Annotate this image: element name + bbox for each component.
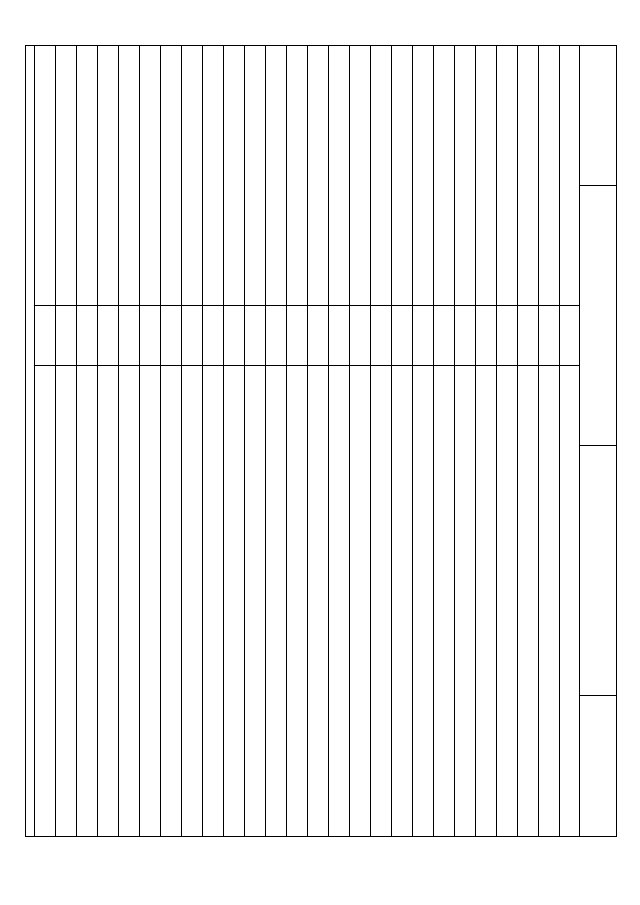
- row-label: [140, 46, 160, 306]
- header-left-group: [580, 46, 616, 186]
- row-unit: [392, 306, 412, 366]
- row-label: [203, 46, 223, 306]
- row-unit: [497, 306, 517, 366]
- table-row: [97, 46, 118, 836]
- row-label: [476, 46, 496, 306]
- row-values: [56, 366, 76, 836]
- row-values: [224, 366, 244, 836]
- row-label: [77, 46, 97, 306]
- row-unit: [518, 306, 538, 366]
- table-row: [160, 46, 181, 836]
- row-label: [413, 46, 433, 306]
- row-label: [371, 46, 391, 306]
- row-label: [119, 46, 139, 306]
- row-unit: [455, 306, 475, 366]
- row-unit: [371, 306, 391, 366]
- row-label: [98, 46, 118, 306]
- row-label: [497, 46, 517, 306]
- row-label: [560, 46, 580, 306]
- row-values: [518, 366, 538, 836]
- row-unit: [77, 306, 97, 366]
- row-unit: [329, 306, 349, 366]
- row-unit: [476, 306, 496, 366]
- row-unit: [161, 306, 181, 366]
- row-unit: [350, 306, 370, 366]
- row-label: [455, 46, 475, 306]
- row-values: [413, 366, 433, 836]
- row-label: [161, 46, 181, 306]
- row-values: [308, 366, 328, 836]
- table-row: [223, 46, 244, 836]
- row-values: [434, 366, 454, 836]
- row-unit: [539, 306, 559, 366]
- row-values: [266, 366, 286, 836]
- row-label: [350, 46, 370, 306]
- row-values: [371, 366, 391, 836]
- row-values: [560, 366, 580, 836]
- row-label: [182, 46, 202, 306]
- table-row: [517, 46, 538, 836]
- row-values: [497, 366, 517, 836]
- row-label: [539, 46, 559, 306]
- row-label: [392, 46, 412, 306]
- row-unit: [308, 306, 328, 366]
- table-row: [433, 46, 454, 836]
- table-row: [202, 46, 223, 836]
- row-values: [455, 366, 475, 836]
- row-values: [203, 366, 223, 836]
- header-last-group: [580, 696, 616, 836]
- row-values: [161, 366, 181, 836]
- table-header: [579, 46, 616, 836]
- row-unit: [245, 306, 265, 366]
- row-values: [350, 366, 370, 836]
- table-row: [265, 46, 286, 836]
- row-label: [266, 46, 286, 306]
- row-unit: [140, 306, 160, 366]
- row-values: [182, 366, 202, 836]
- row-label: [35, 46, 55, 306]
- row-values: [287, 366, 307, 836]
- table-row: [559, 46, 580, 836]
- row-unit: [182, 306, 202, 366]
- table-row: [475, 46, 496, 836]
- table-row: [181, 46, 202, 836]
- table-row: [412, 46, 433, 836]
- table-row: [118, 46, 139, 836]
- table-row: [496, 46, 517, 836]
- row-values: [476, 366, 496, 836]
- table-row: [244, 46, 265, 836]
- table-row: [55, 46, 76, 836]
- rotated-table: [25, 45, 617, 837]
- row-unit: [287, 306, 307, 366]
- row-label: [329, 46, 349, 306]
- row-unit: [35, 306, 55, 366]
- row-values: [392, 366, 412, 836]
- row-unit: [266, 306, 286, 366]
- row-values: [140, 366, 160, 836]
- row-label: [56, 46, 76, 306]
- row-values: [98, 366, 118, 836]
- row-values: [119, 366, 139, 836]
- table-row: [454, 46, 475, 836]
- row-unit: [56, 306, 76, 366]
- table-row: [328, 46, 349, 836]
- row-label: [224, 46, 244, 306]
- table-row: [307, 46, 328, 836]
- header-middle-group: [580, 186, 616, 446]
- row-label: [518, 46, 538, 306]
- table-row: [349, 46, 370, 836]
- table-row: [76, 46, 97, 836]
- row-unit: [203, 306, 223, 366]
- header-right-group: [580, 446, 616, 696]
- row-values: [539, 366, 559, 836]
- row-values: [35, 366, 55, 836]
- row-unit: [224, 306, 244, 366]
- table-row: [391, 46, 412, 836]
- table-row: [139, 46, 160, 836]
- table-row: [538, 46, 559, 836]
- document-sheet: [25, 45, 615, 835]
- row-unit: [413, 306, 433, 366]
- row-label: [245, 46, 265, 306]
- row-label: [434, 46, 454, 306]
- row-unit: [119, 306, 139, 366]
- row-values: [329, 366, 349, 836]
- table-row: [370, 46, 391, 836]
- table-body: [26, 46, 580, 836]
- row-unit: [98, 306, 118, 366]
- row-label: [308, 46, 328, 306]
- row-values: [77, 366, 97, 836]
- row-unit: [560, 306, 580, 366]
- row-values: [245, 366, 265, 836]
- row-unit: [434, 306, 454, 366]
- row-label: [287, 46, 307, 306]
- table-row: [34, 46, 55, 836]
- table-row: [286, 46, 307, 836]
